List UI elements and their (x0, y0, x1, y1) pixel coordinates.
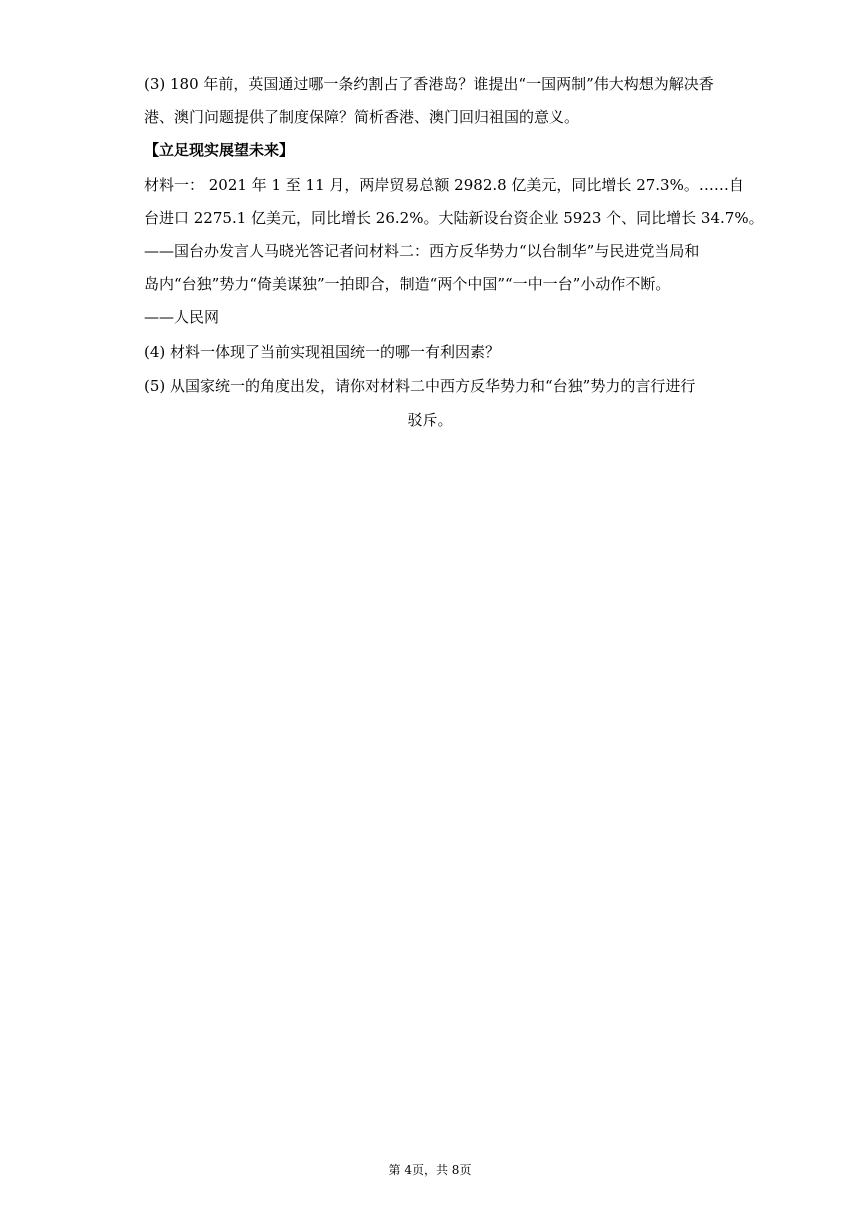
page-number-footer: 第 4页，共 8页 (388, 1163, 472, 1177)
question-3-line-2: 港、澳门问题提供了制度保障？简析香港、澳门回归祖国的意义。 (144, 108, 580, 126)
question-3-line-1: (3) 180 年前，英国通过哪一条约割占了香港岛？谁提出“一国两制”伟大构想为解决香 (144, 75, 714, 93)
question-4: (4) 材料一体现了当前实现祖国统一的哪一有利因素？ (144, 343, 501, 361)
question-5-line-1: (5) 从国家统一的角度出发，请你对材料二中西方反华势力和“台独”势力的言行进行 (144, 377, 696, 395)
material-1-line-2: 台进口 2275.1 亿美元，同比增长 26.2%。大陆新设台资企业 5923 个、同比增长 34.7%。 (144, 209, 764, 227)
section-heading: 【立足现实展望未来】 (144, 141, 295, 159)
material-1-line-1: 材料一： 2021 年 1 至 11 月，两岸贸易总额 2982.8 亿美元，同比增长 27.3%。……自 (144, 176, 744, 194)
source-attribution: ——人民网 (144, 308, 220, 326)
material-2-line-1: ——国台办发言人马晓光答记者问材料二：西方反华势力“以台制华”与民进党当局和 (144, 242, 700, 260)
question-5-line-2: 驳斥。 (407, 411, 453, 429)
material-2-line-2: 岛内“台独”势力“倚美谋独”一拍即合，制造“两个中国”“一中一台”小动作不断。 (144, 275, 671, 293)
